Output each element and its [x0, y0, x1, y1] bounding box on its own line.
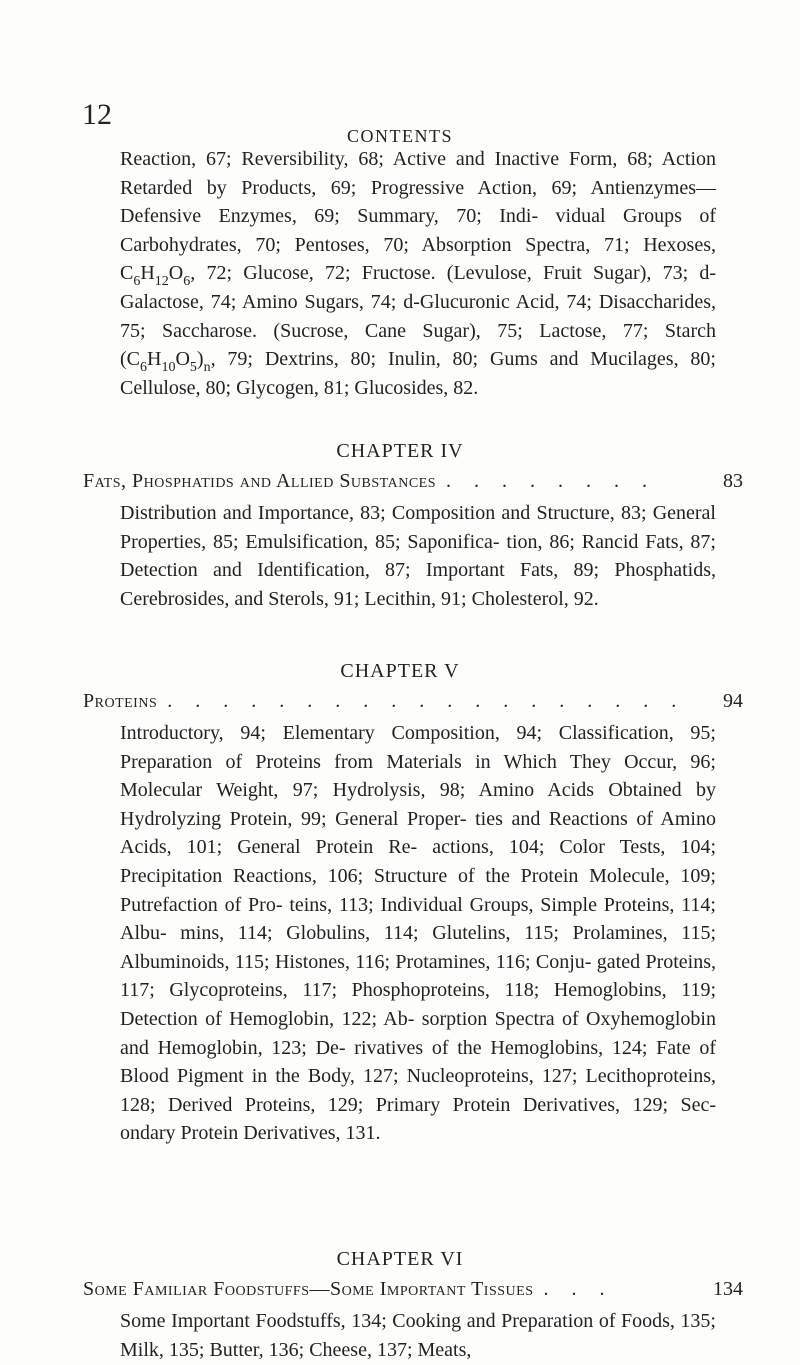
entry-title: Proteins [83, 690, 158, 712]
starch-formula: $C_6H_{10}O_5)_n$ [126, 348, 211, 376]
entry-page-number: 83 [723, 470, 743, 492]
intro-text-part-2: , 72; Glucose, 72; Fructose. (Levulose, Fruit Sugar), 73; d-Galactose, 74; Amino Sugars, 74; d-Glucuronic Acid, 74; Disaccharides, 75; Saccharose. (Sucrose, Cane Sugar), 75; Lactose, 77; Starch ( [120, 262, 716, 371]
chapter-contents: Some Important Foodstuffs, 134; Cooking and Preparation of Foods, 135; Milk, 135; Butter, 136; Cheese, 137; Meats, [120, 1310, 716, 1361]
dot-leader: . . . . . . . . [446, 470, 656, 492]
intro-text-part-1: Reaction, 67; Reversibility, 68; Active and Inactive Form, 68; Action Retarded by Products, 69; Progressive Action, 69; Antienzymes—Defensive Enzymes, 69; Summary, 70; Indi- vidual Groups of Carbohydrates, 70; Pentoses, 70; Absorption Spectra, 71; Hexoses, [120, 148, 716, 256]
chapter-iii-contents [120, 145, 716, 402]
dot-leader: . . . [543, 1278, 614, 1300]
toc-entry [83, 690, 743, 719]
page-number: 12 [82, 98, 112, 131]
dot-leader: . . . . . . . . . . . . . . . . . . . [167, 690, 686, 712]
chapter-heading: CHAPTER V [340, 660, 460, 682]
intro-text-part-3: , 79; Dextrins, 80; Inulin, 80; Gums and Mucilages, 80; Cellulose, 80; Glycogen, 81; Glucosides, 82. [120, 348, 716, 399]
running-head: CONTENTS [347, 126, 453, 146]
hexoses-formula: $C_6H_{12}O_6$ [120, 262, 191, 290]
toc-entry [83, 1278, 743, 1307]
entry-title: Some Familiar Foodstuffs—Some Important Tissues [83, 1278, 534, 1300]
chapter-heading: CHAPTER VI [336, 1248, 464, 1270]
chapter-contents: Introductory, 94; Elementary Composition, 94; Classification, 95; Preparation of Proteins from Materials in Which They Occur, 96; Molecular Weight, 97; Hydrolysis, 98; Amino Acids Obtained by Hydrolyzing Protein, 99; General Proper- ties and Reactions of Amino Acids, 101; General Protein Re- actions, 104; Color Tests, 104; Precipitation Reactions, 106; Structure of the Protein Molecule, 109; Putrefaction of Pro- teins, 113; Individual Groups, Simple Proteins, 114; Albu- mins, 114; Globulins, 114; Glutelins, 115; Prolamines, 115; Albuminoids, 115; Histones, 116; Protamines, 116; Conju- gated Proteins, 117; Glycoproteins, 117; Phosphoproteins, 118; Hemoglobins, 119; Detection of Hemoglobin, 122; Ab- sorption Spectra of Oxyhemoglobin and Hemoglobin, 123; De- rivatives of the Hemoglobins, 124; Fate of Blood Pigment in the Body, 127; Nucleoproteins, 127; Lecithoproteins, 128; Derived Proteins, 129; Primary Protein Derivatives, 129; Sec- ondary Protein Derivatives, 131. [120, 722, 716, 1145]
toc-entry [83, 470, 743, 499]
entry-page-number: 94 [723, 690, 743, 712]
entry-title: Fats, Phosphatids and Allied Substances [83, 470, 436, 492]
entry-page-number: 134 [713, 1278, 743, 1300]
chapter-contents: Distribution and Importance, 83; Composition and Structure, 83; General Properties, 85; Emulsification, 85; Saponifica- tion, 86; Rancid Fats, 87; Detection and Identification, 87; Important Fats, 89; Phosphatids, Cerebrosides, and Sterols, 91; Lecithin, 91; Cholesterol, 92. [120, 502, 716, 610]
chapter-heading: CHAPTER IV [336, 440, 464, 462]
